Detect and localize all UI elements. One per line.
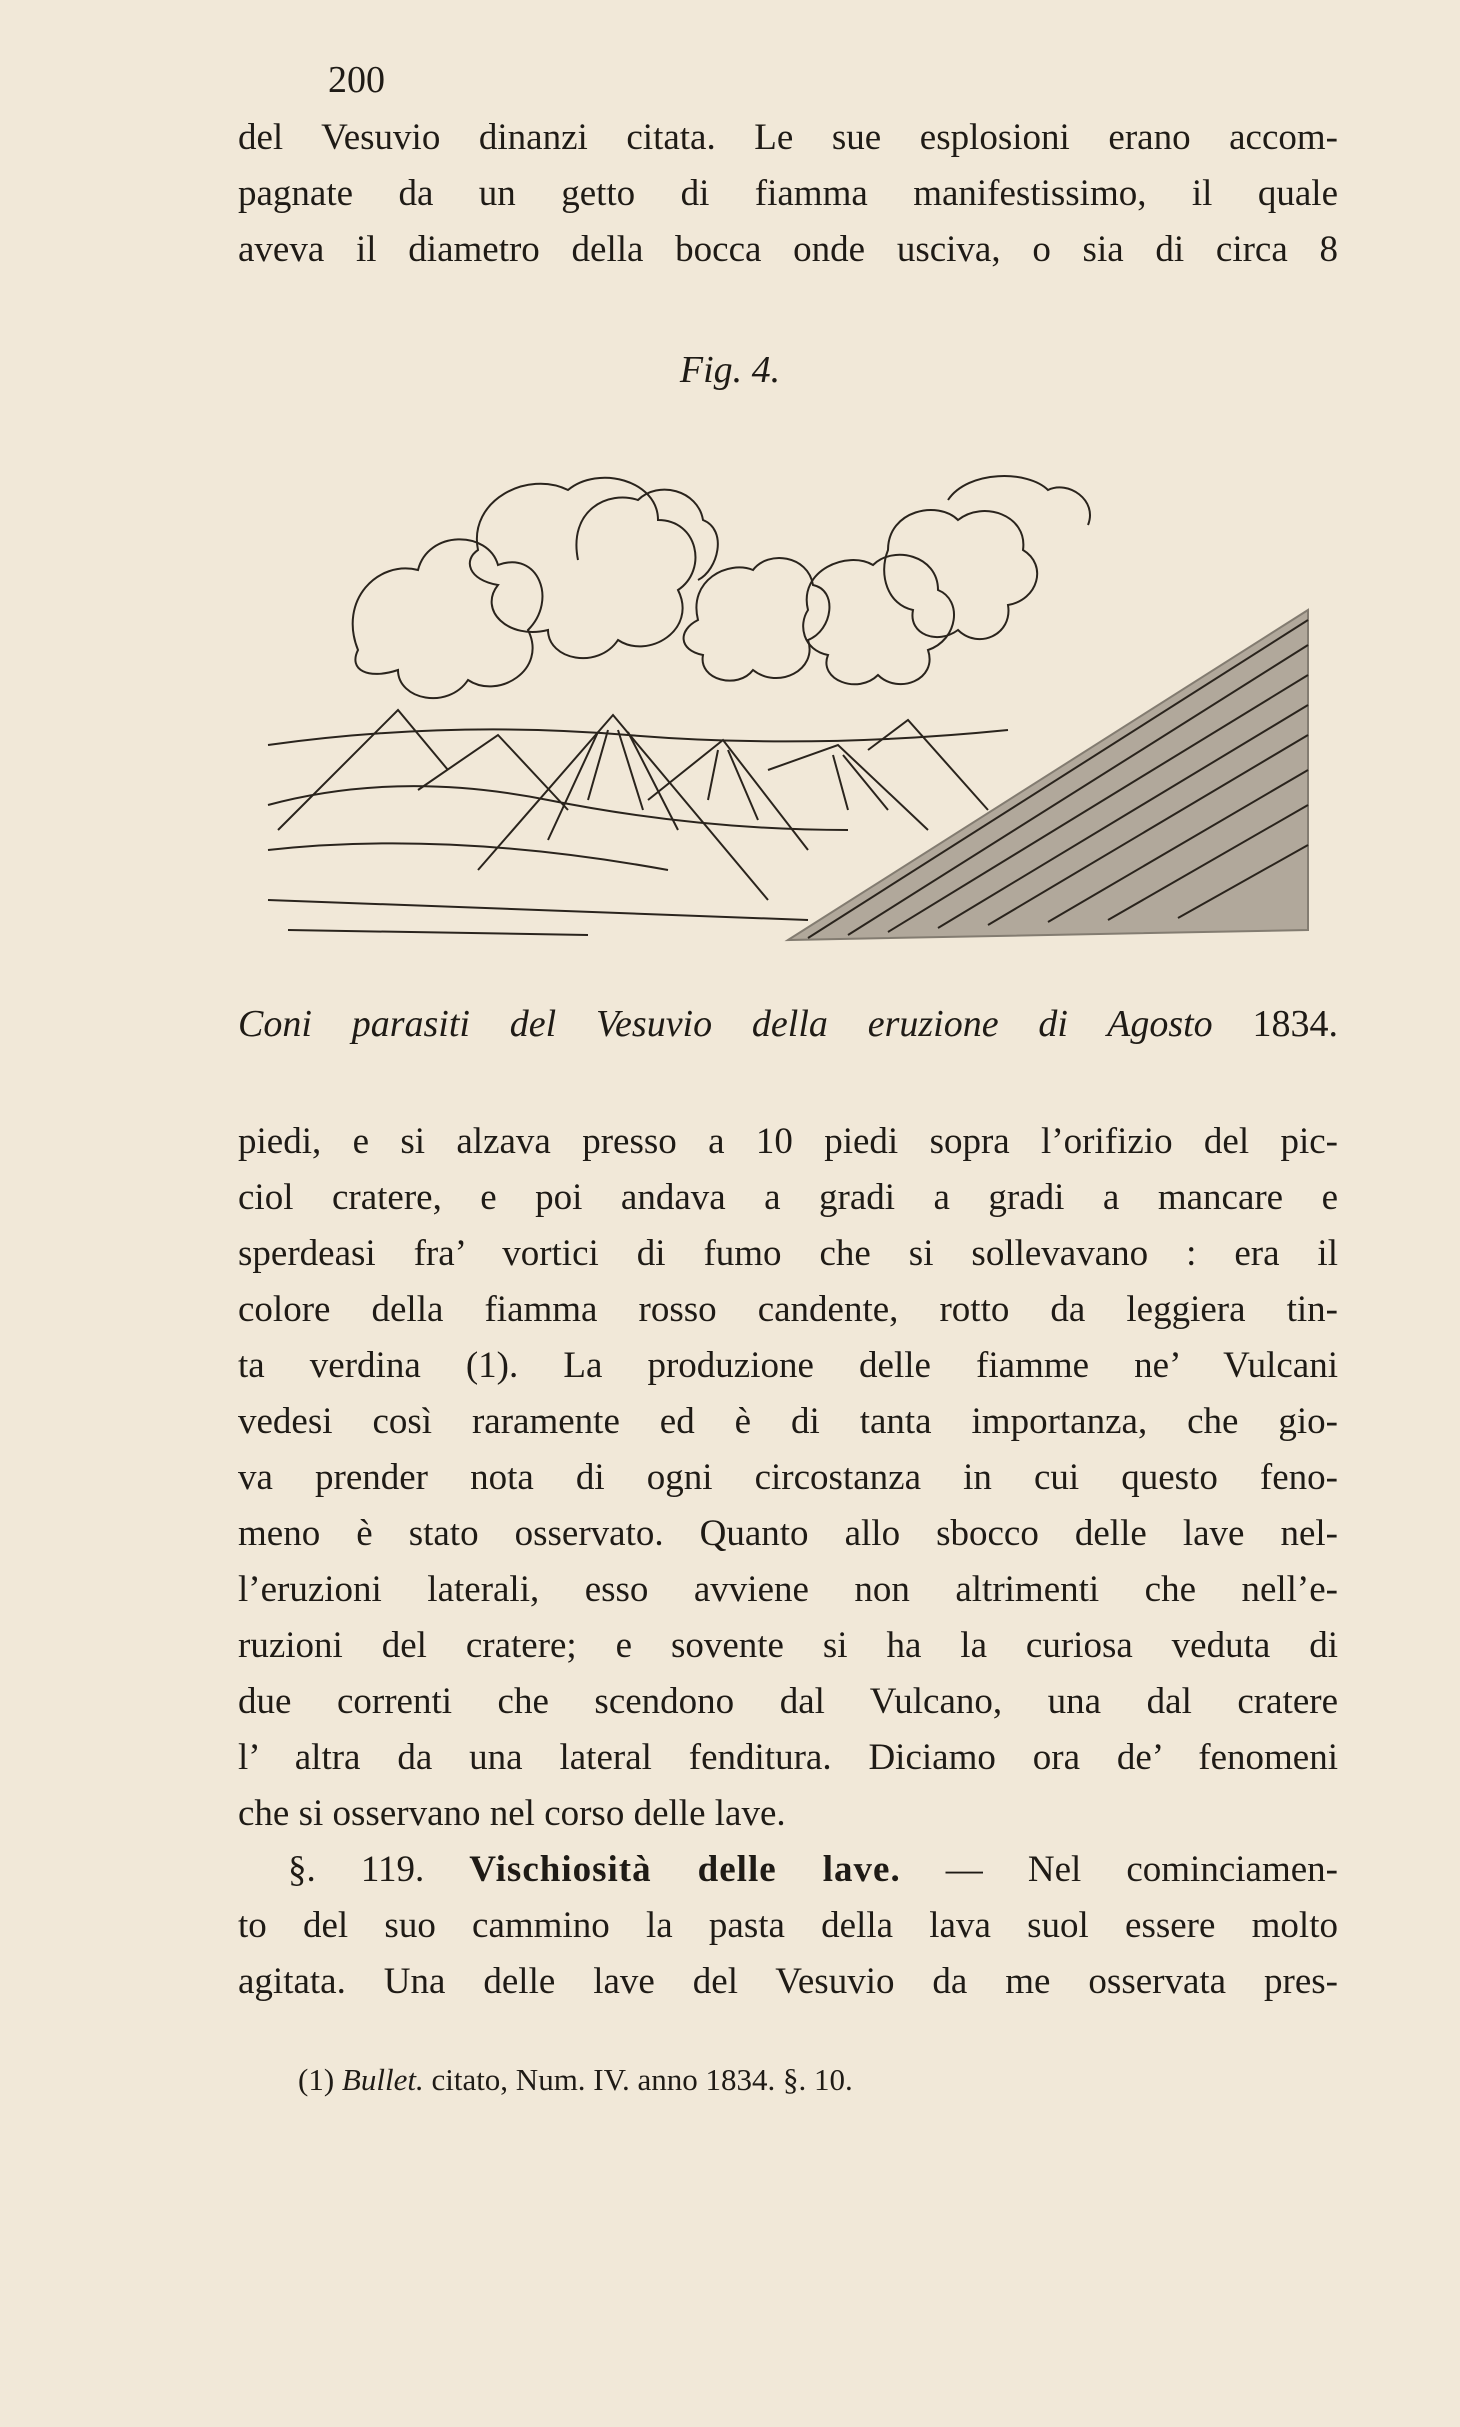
text-line: va prender nota di ogni circostanza in cui questo feno-: [238, 1457, 1338, 1498]
page-number: 200: [328, 59, 385, 101]
footnote: [298, 2062, 853, 2098]
section-number: §. 119.: [288, 1849, 425, 1890]
text-line: ruzioni del cratere; e sovente si ha la curiosa veduta di: [238, 1625, 1338, 1666]
section-text: — Nel cominciamen-: [900, 1849, 1338, 1890]
text-line: del Vesuvio dinanzi citata. Le sue esplosioni erano accom-: [238, 117, 1338, 158]
text-line: pagnate da un getto di fiamma manifestissimo, il quale: [238, 173, 1338, 214]
volcano-cones-engraving: [248, 470, 1318, 975]
text-line: vedesi così raramente ed è di tanta importanza, che gio-: [238, 1401, 1338, 1442]
text-line: che si osservano nel corso delle lave.: [238, 1793, 786, 1834]
section-title: Vischiosità delle lave.: [469, 1849, 901, 1890]
caption-year: 1834.: [1252, 1003, 1339, 1045]
caption-text: Coni parasiti del Vesuvio della eruzione di Agosto: [238, 1003, 1213, 1045]
figure-label: Fig. 4.: [679, 349, 781, 391]
text-line: piedi, e si alzava presso a 10 piedi sopra l’orifizio del pic-: [238, 1121, 1338, 1162]
text-line: ciol cratere, e poi andava a gradi a gradi a mancare e: [238, 1177, 1338, 1218]
footnote-ref: Bullet.: [341, 2062, 424, 2097]
text-line: l’ altra da una lateral fenditura. Diciamo ora de’ fenomeni: [238, 1737, 1338, 1778]
text-line: meno è stato osservato. Quanto allo sbocco delle lave nel-: [238, 1513, 1338, 1554]
text-line: due correnti che scendono dal Vulcano, una dal cratere: [238, 1681, 1338, 1722]
text-line: l’eruzioni laterali, esso avviene non altrimenti che nell’e-: [238, 1569, 1338, 1610]
section-heading-line: [288, 1844, 1338, 1896]
figure-caption: [238, 1002, 1338, 1046]
text-line: sperdeasi fra’ vortici di fumo che si sollevavano : era il: [238, 1233, 1338, 1274]
text-line: colore della fiamma rosso candente, rotto da leggiera tin-: [238, 1289, 1338, 1330]
text-line: to del suo cammino la pasta della lava suol essere molto: [238, 1905, 1338, 1946]
text-line: ta verdina (1). La produzione delle fiamme ne’ Vulcani: [238, 1345, 1338, 1386]
text-line: aveva il diametro della bocca onde usciva, o sia di circa 8: [238, 229, 1338, 270]
footnote-text: citato, Num. IV. anno 1834. §. 10.: [431, 2062, 853, 2097]
footnote-marker: (1): [298, 2062, 335, 2097]
text-line: agitata. Una delle lave del Vesuvio da me osservata pres-: [238, 1961, 1338, 2002]
